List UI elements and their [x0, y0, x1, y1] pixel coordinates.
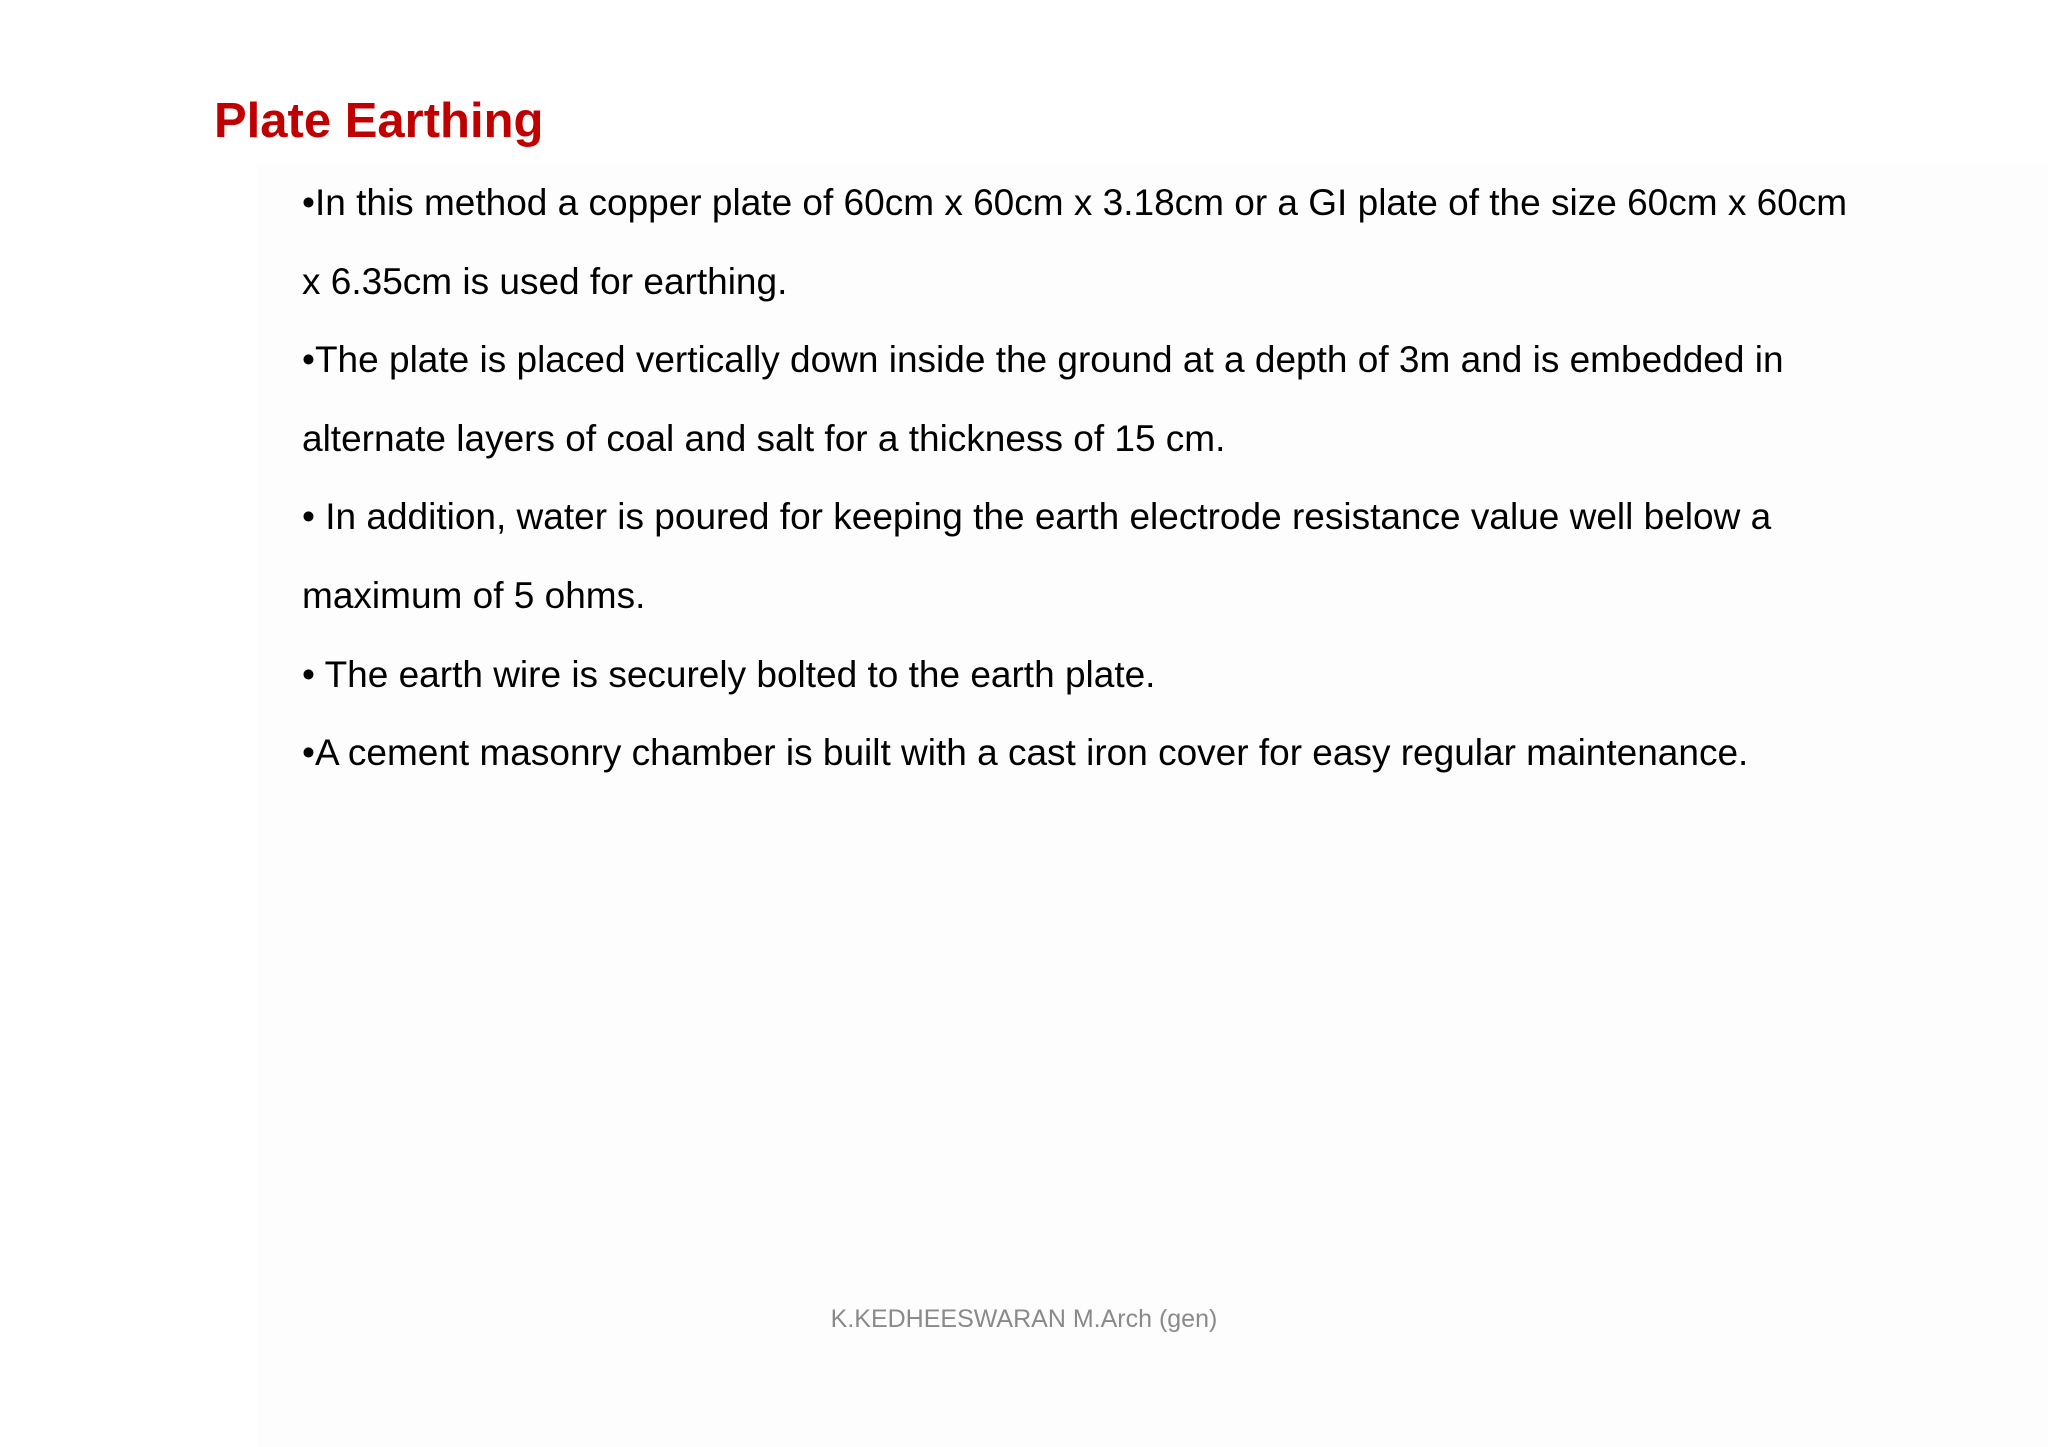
bullet-paragraph-5: •A cement masonry chamber is built with a cast iron cover for easy regular maintenance. [302, 732, 1749, 774]
bullet-paragraph-3: • In addition, water is poured for keeping the earth electrode resistance value well below a maximum of 5 ohms. [302, 496, 1772, 616]
bullet-paragraph-1: •In this method a copper plate of 60cm x 60cm x 3.18cm or a GI plate of the size 60cm x 60cm x 6.35cm is used for earthing. [302, 182, 1848, 302]
slide-body [302, 164, 1862, 793]
slide-title: Plate Earthing [214, 94, 544, 148]
bullet-paragraph-2: •The plate is placed vertically down inside the ground at a depth of 3m and is embedded in alternate layers of coal and salt for a thickness of 15 cm. [302, 339, 1784, 459]
bullet-paragraph-4: • The earth wire is securely bolted to the earth plate. [302, 653, 1156, 695]
slide-footer-author: K.KEDHEESWARAN M.Arch (gen) [830, 1305, 1218, 1333]
